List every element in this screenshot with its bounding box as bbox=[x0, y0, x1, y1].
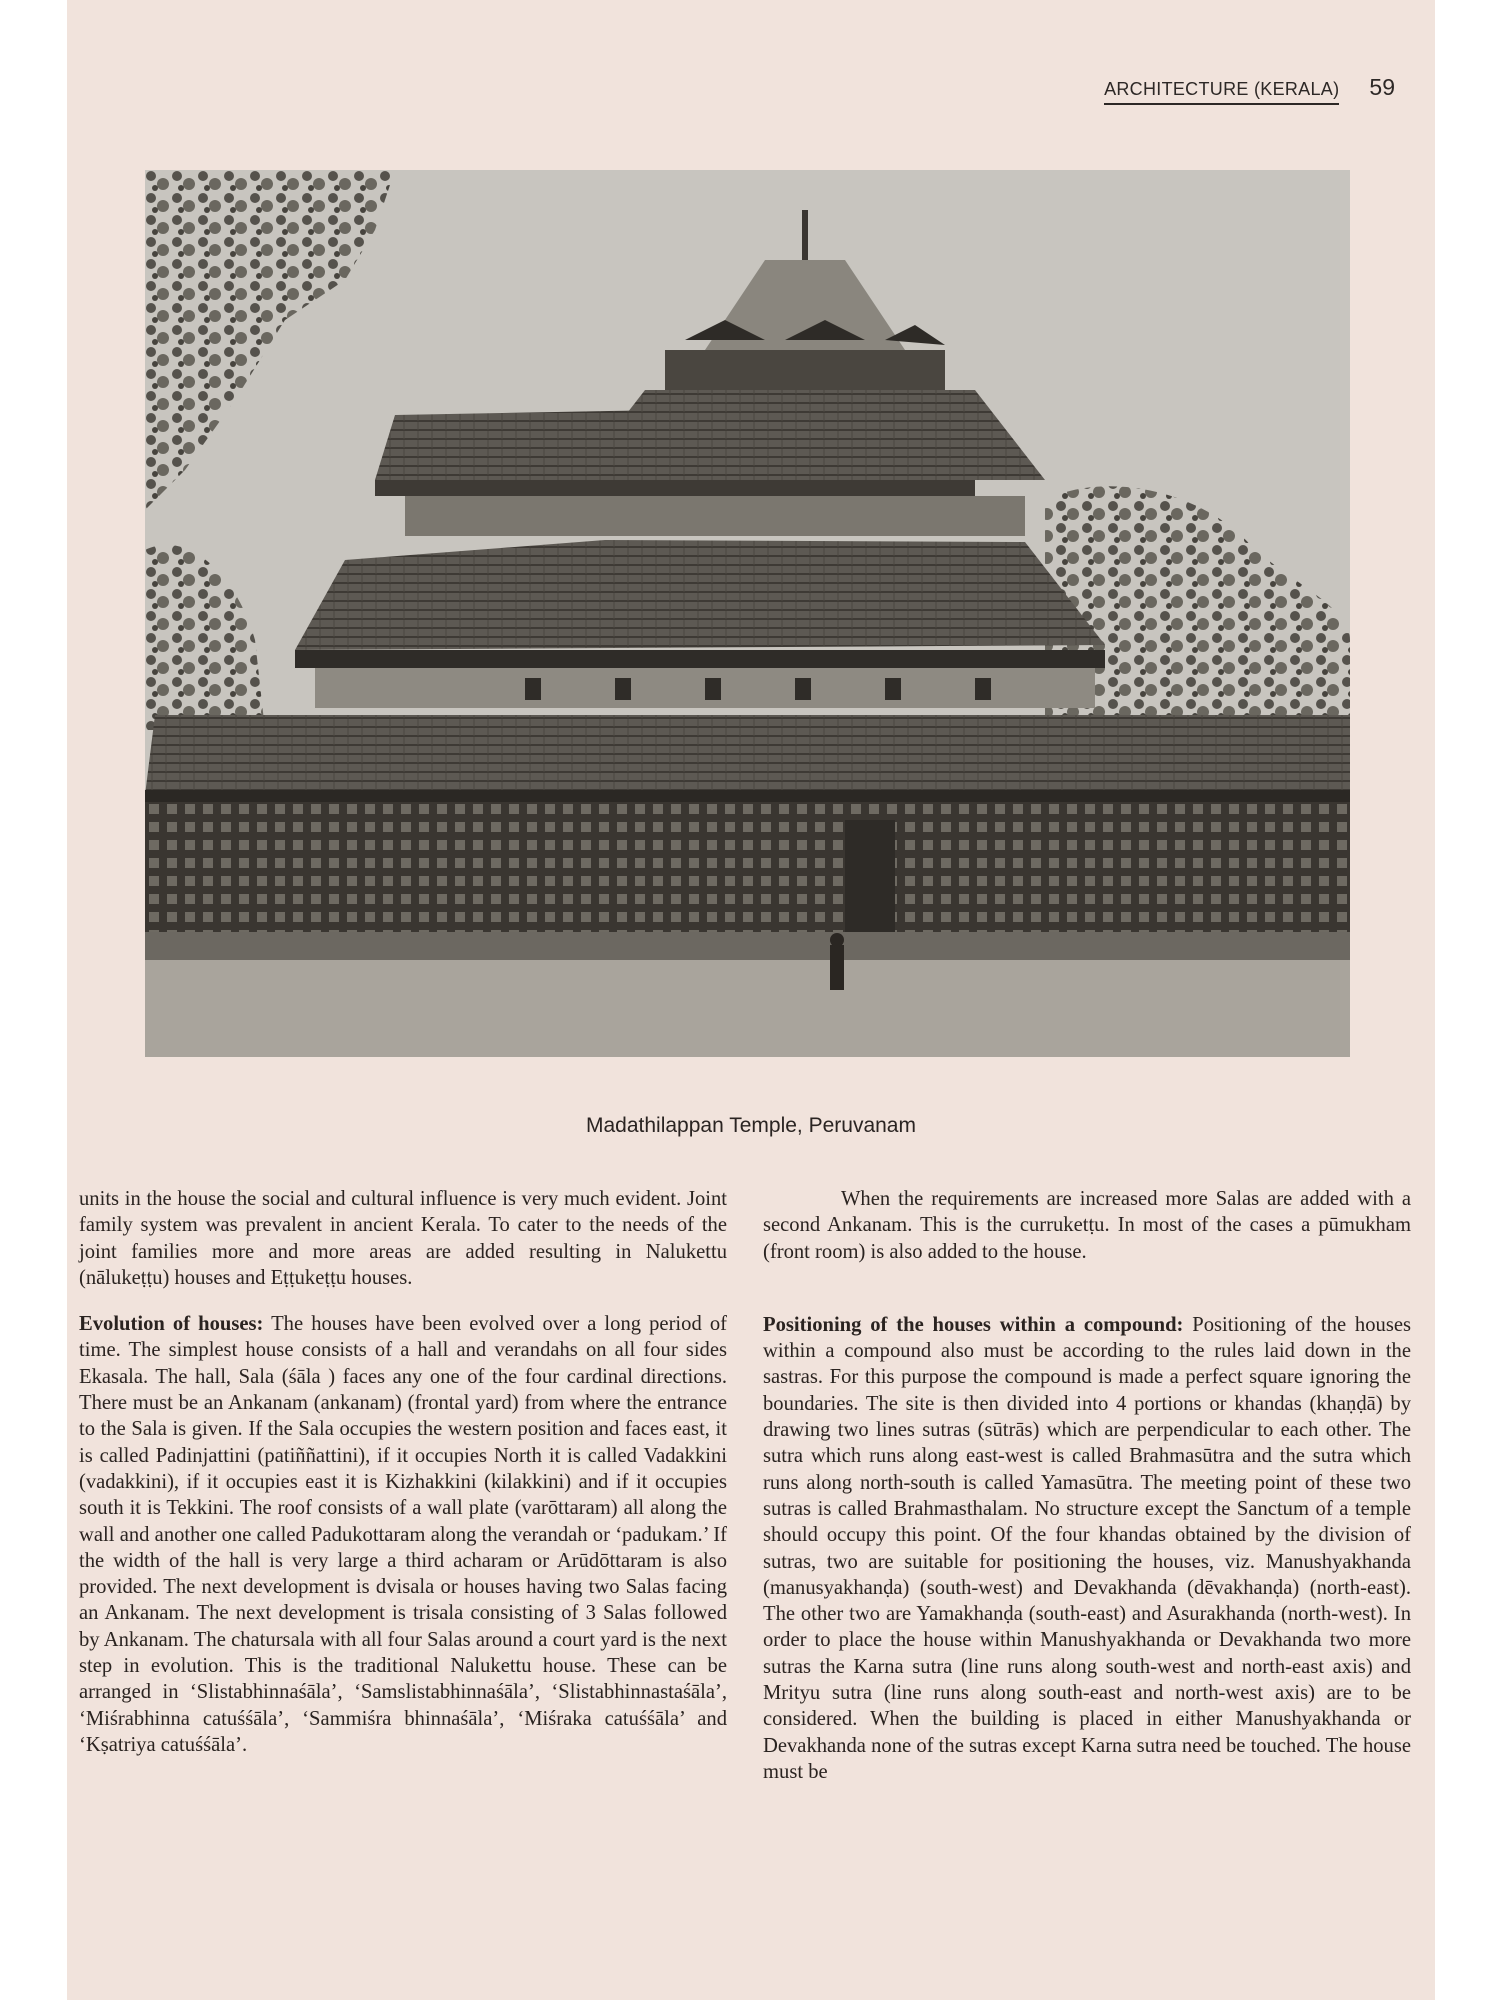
left-column bbox=[79, 1186, 727, 1758]
running-header bbox=[1104, 74, 1395, 105]
left-paragraph-2 bbox=[79, 1311, 727, 1758]
paragraph-gap bbox=[763, 1265, 1411, 1312]
temple-photograph bbox=[145, 170, 1350, 1057]
figure-caption: Madathilappan Temple, Peruvanam bbox=[586, 1114, 916, 1137]
evolution-heading: Evolution of houses: bbox=[79, 1313, 264, 1336]
book-page bbox=[67, 0, 1435, 2000]
evolution-body: The houses have been evolved over a long period of time. The simplest house consists of a hall and verandahs on all four sides Ekasala. The hall, Sala (śāla ) faces any one of the four cardinal directions. There must be an Ankanam (ankanam) (frontal yard) from where the entrance to the Sala is given. If the Sala occupies the western position and faces east, it is called Padinjattini (patiññattini), if it occupies North it is called Vadakkini (vadakkini), if it occupies east it is Kizhakkini (kilakkini) and if it occupies south it is Tekkini. The roof consists of a wall plate (varōttaram) all along the wall and another one called Padukottaram along the verandah or ‘padukam.’ If the width of the hall is very large a third acharam or Arūdōttaram is also provided. The next development is dvisala or houses having two Salas facing an Ankanam. The next development is trisala consisting of 3 Salas followed by Ankanam. The chatursala with all four Salas around a court yard is the next step in evolution. This is the traditional Nalukettu house. These can be arranged in ‘Slistabhinnaśāla’, ‘Samslistabhinnaśāla’, ‘Slistabhinnastaśāla’, ‘Miśrabhinna catuśśāla’, ‘Sammiśra bhinnaśāla’, ‘Miśraka catuśśāla’ and ‘Kṣatriya catuśśāla’. bbox=[79, 1313, 727, 1756]
right-paragraph-1: When the requirements are increased more Salas are added with a second Ankanam. This is the curruketṭu. In most of the cases a pūmukham (front room) is also added to the house. bbox=[763, 1188, 1411, 1263]
page-number: 59 bbox=[1369, 74, 1395, 100]
left-paragraph-1: units in the house the social and cultural influence is very much evident. Joint family system was prevalent in ancient Kerala. To cater to the needs of the joint families more and more areas are added resulting in Nalukettu (nālukeṭṭu) houses and Eṭṭukeṭṭu houses. bbox=[79, 1188, 727, 1289]
right-column bbox=[763, 1186, 1411, 1785]
temple-photograph-illustration bbox=[145, 170, 1350, 1057]
right-paragraph-2 bbox=[763, 1312, 1411, 1785]
positioning-heading: Positioning of the houses within a compound: bbox=[763, 1313, 1184, 1336]
positioning-body: Positioning of the houses within a compound also must be according to the rules laid down in the sastras. For this purpose the compound is made a perfect square ignoring the boundaries. The site is then divided into 4 portions or khandas (khaṇḍā) by drawing two lines sutras (sūtrās) which are perpendicular to each other. The sutra which runs along east-west is called Brahmasūtra and the sutra which runs along north-south is called Yamasūtra. The meeting point of these two sutras is called Brahmasthalam. No structure except the Sanctum of a temple should occupy this point. Of the four khandas obtained by the division of sutras, two are suitable for positioning the houses, viz. Manushyakhanda (manusyakhanḍa) (south-west) and Devakhanda (dēvakhanḍa) (north-east). The other two are Yamakhanḍa (south-east) and Asurakhanda (north-west). In order to place the house within Manushyakhanda or Devakhanda two more sutras the Karna sutra (line runs along south-west and north-east axis) and Mrityu sutra (line runs along south-east and north-west axis) are to be considered. When the building is placed in either Manushyakhanda or Devakhanda none of the sutras except Karna sutra need be touched. The house must be bbox=[763, 1313, 1411, 1783]
paragraph-gap bbox=[79, 1291, 727, 1311]
section-title: ARCHITECTURE (KERALA) bbox=[1104, 79, 1339, 105]
